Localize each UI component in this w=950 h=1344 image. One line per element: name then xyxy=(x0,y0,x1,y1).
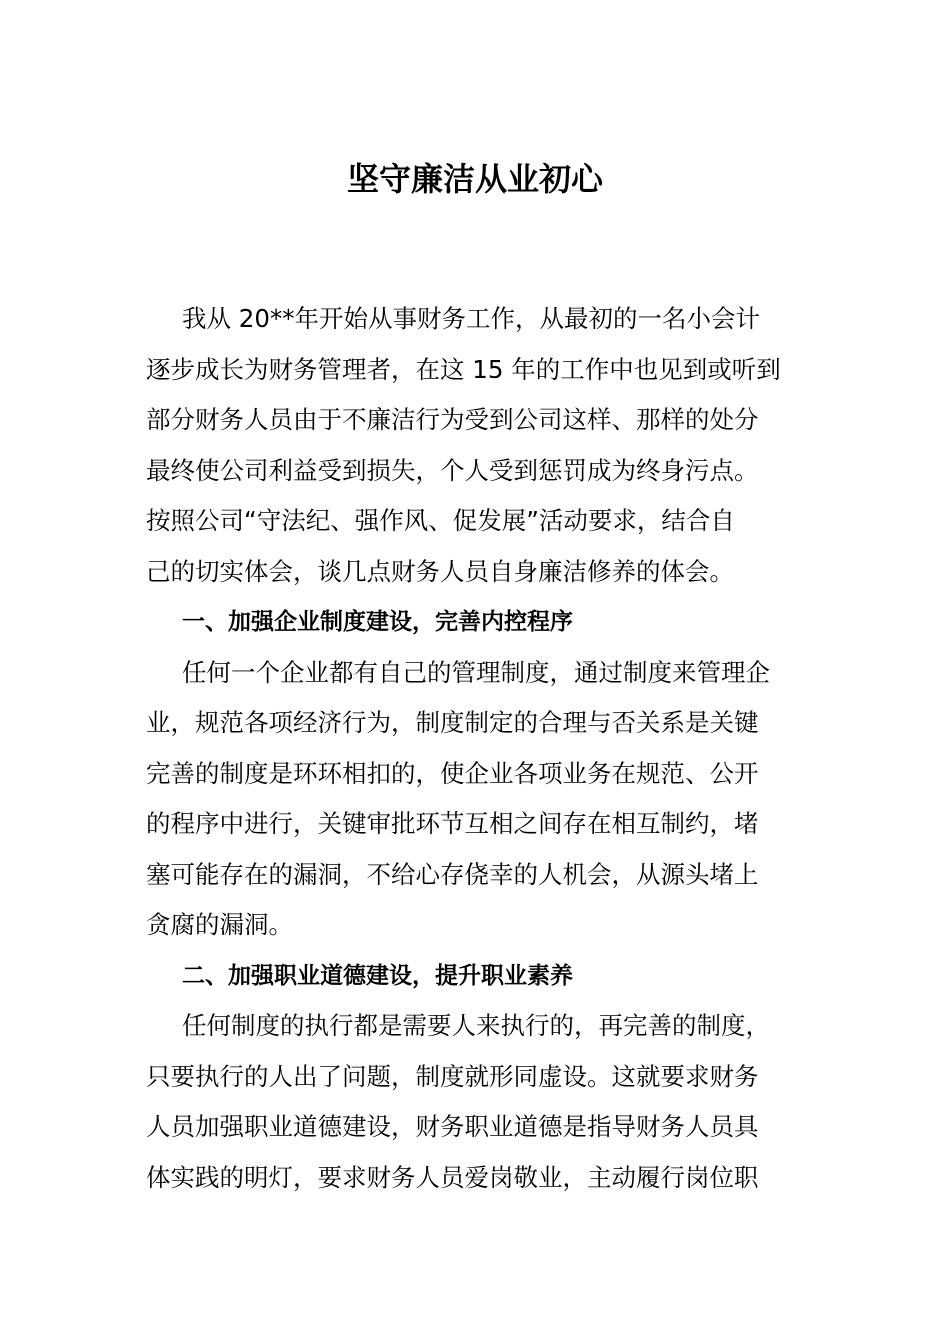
paragraph-2-line-3: 完善的制度是环环相扣的，使企业各项业务在规范、公开 xyxy=(146,758,759,788)
section-heading-1: 一、加强企业制度建设，完善内控程序 xyxy=(182,609,573,635)
paragraph-1-line-2: 逐步成长为财务管理者，在这 15 年的工作中也见到或听到 xyxy=(146,354,781,384)
paragraph-1-line-3: 部分财务人员由于不廉洁行为受到公司这样、那样的处分 xyxy=(146,405,759,434)
paragraph-2-line-2: 业，规范各项经济行为，制度制定的合理与否关系是关键 xyxy=(146,708,759,737)
paragraph-1-line-1: 我从 20**年开始从事财务工作，从最初的一名小会计 xyxy=(182,304,760,333)
paragraph-2-line-6: 贪腐的漏洞。 xyxy=(146,910,293,939)
section-heading-2: 二、加强职业道德建设，提升职业素养 xyxy=(182,962,573,989)
paragraph-3-line-3: 人员加强职业道德建设，财务职业道德是指导财务人员具 xyxy=(146,1112,759,1141)
paragraph-1-line-6: 己的切实体会，谈几点财务人员自身廉洁修养的体会。 xyxy=(146,556,734,586)
document-title: 坚守廉洁从业初心 xyxy=(346,160,603,198)
paragraph-3-line-1: 任何制度的执行都是需要人来执行的，再完善的制度， xyxy=(182,1011,770,1040)
paragraph-2-line-5: 塞可能存在的漏洞，不给心存侥幸的人机会，从源头堵上 xyxy=(146,859,759,889)
paragraph-1-line-4: 最终使公司利益受到损失，个人受到惩罚成为终身污点。 xyxy=(146,455,759,485)
document-body xyxy=(146,294,808,1203)
paragraph-3-line-4: 体实践的明灯，要求财务人员爱岗敬业，主动履行岗位职 xyxy=(146,1162,759,1192)
paragraph-2-line-1: 任何一个企业都有自己的管理制度，通过制度来管理企 xyxy=(182,657,770,687)
paragraph-2-line-4: 的程序中进行，关键审批环节互相之间存在相互制约，堵 xyxy=(146,809,759,838)
paragraph-3-line-2: 只要执行的人出了问题，制度就形同虚设。这就要求财务 xyxy=(146,1061,759,1091)
paragraph-1-line-5: 按照公司“守法纪、强作风、促发展”活动要求，结合自 xyxy=(146,506,735,535)
